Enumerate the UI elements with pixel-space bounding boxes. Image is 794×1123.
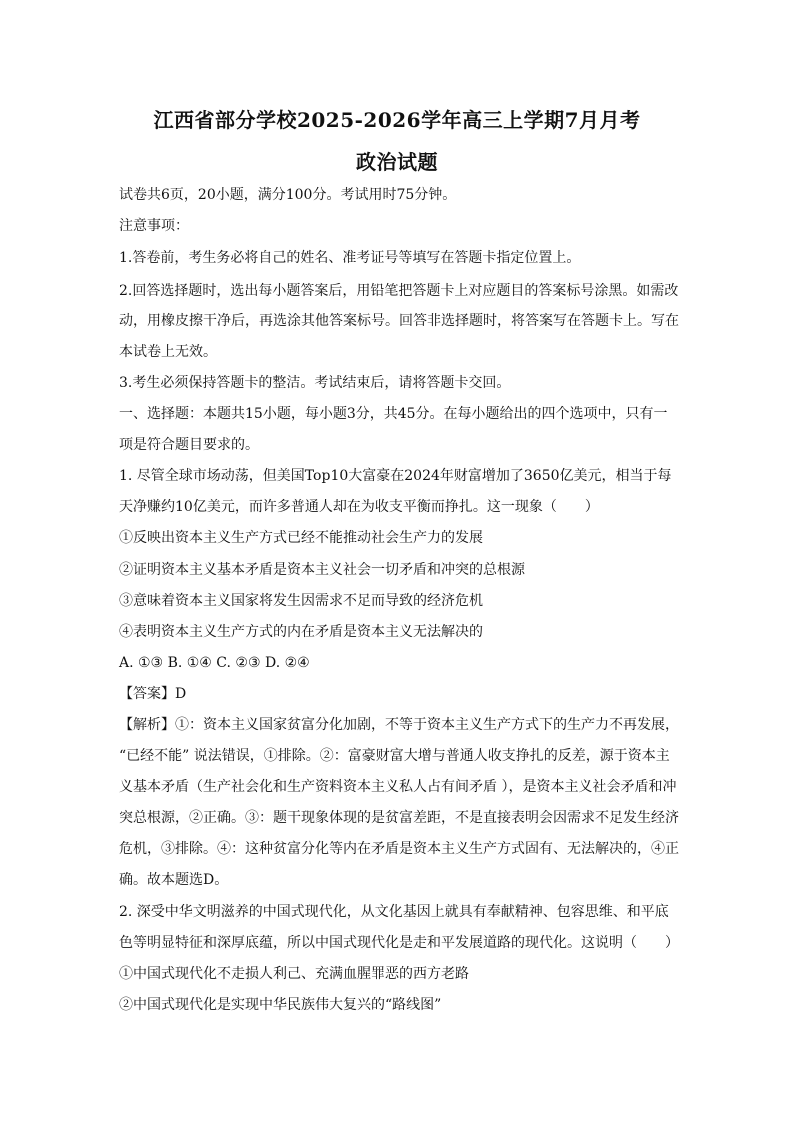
question-1-answer: 【答案】D <box>119 686 187 702</box>
question-1-analysis-line-1: 【解析】①：资本主义国家贫富分化加剧，不等于资本主义生产方式下的生产力不再发展， <box>119 717 679 733</box>
notice-item-1: 1.答卷前，考生务必将自己的姓名、准考证号等填写在答题卡指定位置上。 <box>119 250 581 266</box>
question-1-analysis-line-4: 突总根源，②正确。③：题干现象体现的是贫富差距，不是直接表明会因需求不足发生经济 <box>119 810 679 826</box>
section-heading-line-1: 一、选择题：本题共15小题，每小题3分，共45分。在每小题给出的四个选项中，只有一 <box>119 406 668 422</box>
question-1-analysis-line-5: 危机，③排除。④：这种贫富分化等内在矛盾是资本主义生产方式固有、无法解决的，④正 <box>119 841 679 857</box>
question-1-analysis-line-3: 义基本矛盾（生产社会化和生产资料资本主义私人占有间矛盾 ），是资本主义社会矛盾和冲 <box>119 779 677 795</box>
exam-summary: 试卷共6页，20小题，满分100分。考试用时75分钟。 <box>119 187 457 203</box>
question-1-option-2: ②证明资本主义基本矛盾是资本主义社会一切矛盾和冲突的总根源 <box>119 562 525 578</box>
question-2-stem-line-2: 色等明显特征和深厚底蕴，所以中国式现代化是走和平发展道路的现代化。这说明（ ） <box>119 935 679 951</box>
question-2-option-1: ①中国式现代化不走损人利己、充满血腥罪恶的西方老路 <box>119 966 469 982</box>
notice-item-3: 3.考生必须保持答题卡的整洁。考试结束后，请将答题卡交回。 <box>119 375 511 391</box>
notice-heading: 注意事项： <box>119 218 189 234</box>
notice-item-2-line-3: 本试卷上无效。 <box>119 344 217 360</box>
document-title: 江西省部分学校2025-2026学年高三上学期7月月考 <box>153 108 641 132</box>
question-1-option-3: ③意味着资本主义国家将发生因需求不足而导致的经济危机 <box>119 593 483 609</box>
question-1-analysis-line-2: “已经不能” 说法错误，①排除。②：富豪财富大增与普通人收支挣扎的反差，源于资本主 <box>119 748 670 764</box>
question-1-option-4: ④表明资本主义生产方式的内在矛盾是资本主义无法解决的 <box>119 624 483 640</box>
question-2-stem-line-1: 2. 深受中华文明滋养的中国式现代化，从文化基因上就具有奉献精神、包容思维、和平底 <box>119 904 669 920</box>
question-1-stem-line-1: 1. 尽管全球市场动荡，但美国Top10大富豪在2024年财富增加了3650亿美元，相当于每 <box>119 468 672 484</box>
notice-item-2-line-1: 2.回答选择题时，选出每小题答案后，用铅笔把答题卡上对应题目的答案标号涂黑。如需改 <box>119 283 679 299</box>
question-1-option-1: ①反映出资本主义生产方式已经不能推动社会生产力的发展 <box>119 530 483 546</box>
question-1-stem-line-2: 天净赚约10亿美元，而许多普通人却在为收支平衡而挣扎。这一现象（ ） <box>119 499 599 515</box>
section-heading-line-2: 项是符合题目要求的。 <box>119 437 259 453</box>
question-1-choices: A. ①③ B. ①④ C. ②③ D. ②④ <box>119 655 310 671</box>
question-1-analysis-line-6: 确。故本题选D。 <box>119 872 229 888</box>
notice-item-2-line-2: 动，用橡皮擦干净后，再选涂其他答案标号。回答非选择题时，将答案写在答题卡上。写在 <box>119 313 679 329</box>
document-subtitle: 政治试题 <box>356 150 438 174</box>
question-2-option-2: ②中国式现代化是实现中华民族伟大复兴的“路线图” <box>119 997 442 1013</box>
